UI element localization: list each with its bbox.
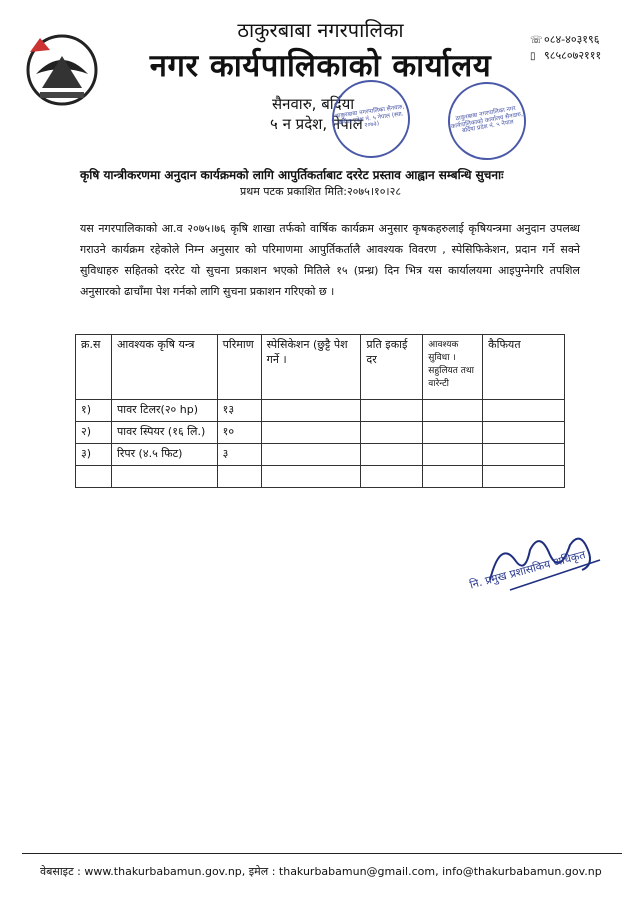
cell-sn xyxy=(76,466,112,488)
table-row xyxy=(76,422,565,444)
mobile-number: ९८५८०७२१११ xyxy=(544,49,602,62)
cell-quantity xyxy=(217,466,261,488)
publish-date: प्रथम पटक प्रकाशित मिति:२०७५।१०।२८ xyxy=(239,185,402,198)
cell-specification xyxy=(261,444,361,466)
municipality-name: ठाकुरबाबा नगरपालिका xyxy=(237,18,404,42)
notice-body: यस नगरपालिकाको आ.व २०७५।७६ कृषि शाखा तर्फको वार्षिक कार्यक्रम अनुसार कृषकहरुलाई कृषियन्त्रमा अनुदान उपलब्ध गराउने कार्यक्रम रहेकोले निम्न अनुसार को परिमाणमा आपुर्तिकर्तालै आवश्यक विवरण , स्पेसिफिकेशन, प्रदान गर्ने सक्ने सुविधाहरु सहितको दररेट यो सुचना प्रकाशन भएको मितिले १५ (प्रन्ध्र) दिन भित्र यस कार्यालयमा आइपुग्नेगरि तपशिल अनुसारको ढाचाँमा पेश गर्नको लागि सुचना प्रकाशन गरिएको छ । xyxy=(80,222,580,298)
cell-equipment: पावर टिलर(२० hp) xyxy=(111,400,217,422)
office-stamp: ठाकुरबाबा नगरपालिका नगर कार्यपालिकाको कार्यालय सैनवारु, बर्दिया प्रदेश नं. ५ नेपाल xyxy=(442,76,532,166)
col-header-facility: आवश्यक सुविधा ।सहुलियत तथा वारेन्टी xyxy=(423,335,483,400)
mobile-icon: ▯ xyxy=(530,51,536,62)
table-row xyxy=(76,444,565,466)
notice-title: कृषि यान्त्रीकरणमा अनुदान कार्यक्रमको लागि आपुर्तिकर्ताबाट दररेट प्रस्ताव आह्वान सम्बन्धि सुचनाः xyxy=(80,168,504,182)
phone-icon: ☏ xyxy=(530,35,543,46)
contact-mobile xyxy=(530,48,619,63)
col-header-remarks: कैफियत xyxy=(483,335,565,400)
signatory-title: नि. प्रमुख प्रशासकिय अधिकृत xyxy=(468,548,587,592)
cell-facility xyxy=(423,422,483,444)
cell-remarks xyxy=(483,444,565,466)
phone-number: ०८४-४०३१९६ xyxy=(544,33,600,46)
cell-unit-rate xyxy=(361,400,423,422)
cell-remarks xyxy=(483,422,565,444)
cell-equipment xyxy=(111,466,217,488)
cell-specification xyxy=(261,466,361,488)
cell-sn: १) xyxy=(76,400,112,422)
footer-divider xyxy=(22,853,622,854)
cell-equipment: पावर स्पियर (१६ लि.) xyxy=(111,422,217,444)
office-location: सैनवारु, बर्दिया xyxy=(272,95,355,113)
cell-unit-rate xyxy=(361,444,423,466)
cell-sn: ३) xyxy=(76,444,112,466)
cell-quantity: १३ xyxy=(217,400,261,422)
office-stamp: ठाकुरबाबा नगरपालिका सैनवारु, बर्दिया प्रदेश नं. ५ नेपाल (स्था. २०७३) xyxy=(327,75,415,163)
table-row xyxy=(76,400,565,422)
col-header-unit-rate: प्रति इकाई दर xyxy=(361,335,423,400)
table-header-row xyxy=(76,335,565,400)
cell-unit-rate xyxy=(361,466,423,488)
cell-quantity: १० xyxy=(217,422,261,444)
cell-remarks xyxy=(483,466,565,488)
cell-facility xyxy=(423,466,483,488)
office-title: नगर कार्यपालिकाको कार्यालय xyxy=(149,48,492,84)
table-row xyxy=(76,466,565,488)
items-table xyxy=(75,334,565,488)
col-header-quantity: परिमाण xyxy=(217,335,261,400)
cell-remarks xyxy=(483,400,565,422)
contact-phone xyxy=(530,32,619,47)
cell-specification xyxy=(261,400,361,422)
cell-facility xyxy=(423,400,483,422)
cell-quantity: ३ xyxy=(217,444,261,466)
col-header-sn: क्र.स xyxy=(76,335,112,400)
cell-unit-rate xyxy=(361,422,423,444)
cell-specification xyxy=(261,422,361,444)
footer-contact: वेबसाइट : www.thakurbabamun.gov.np, इमेल : thakurbabamun@gmail.com, info@thakurbabamun.gov.np xyxy=(40,865,602,878)
col-header-specification: स्पेसिकेशन (छुट्टै पेश गर्ने । xyxy=(261,335,361,400)
cell-equipment: रिपर (४.५ फिट) xyxy=(111,444,217,466)
cell-facility xyxy=(423,444,483,466)
cell-sn: २) xyxy=(76,422,112,444)
col-header-equipment: आवश्यक कृषि यन्त्र xyxy=(111,335,217,400)
office-province: ५ न प्रदेश, नेपाल xyxy=(270,115,363,133)
